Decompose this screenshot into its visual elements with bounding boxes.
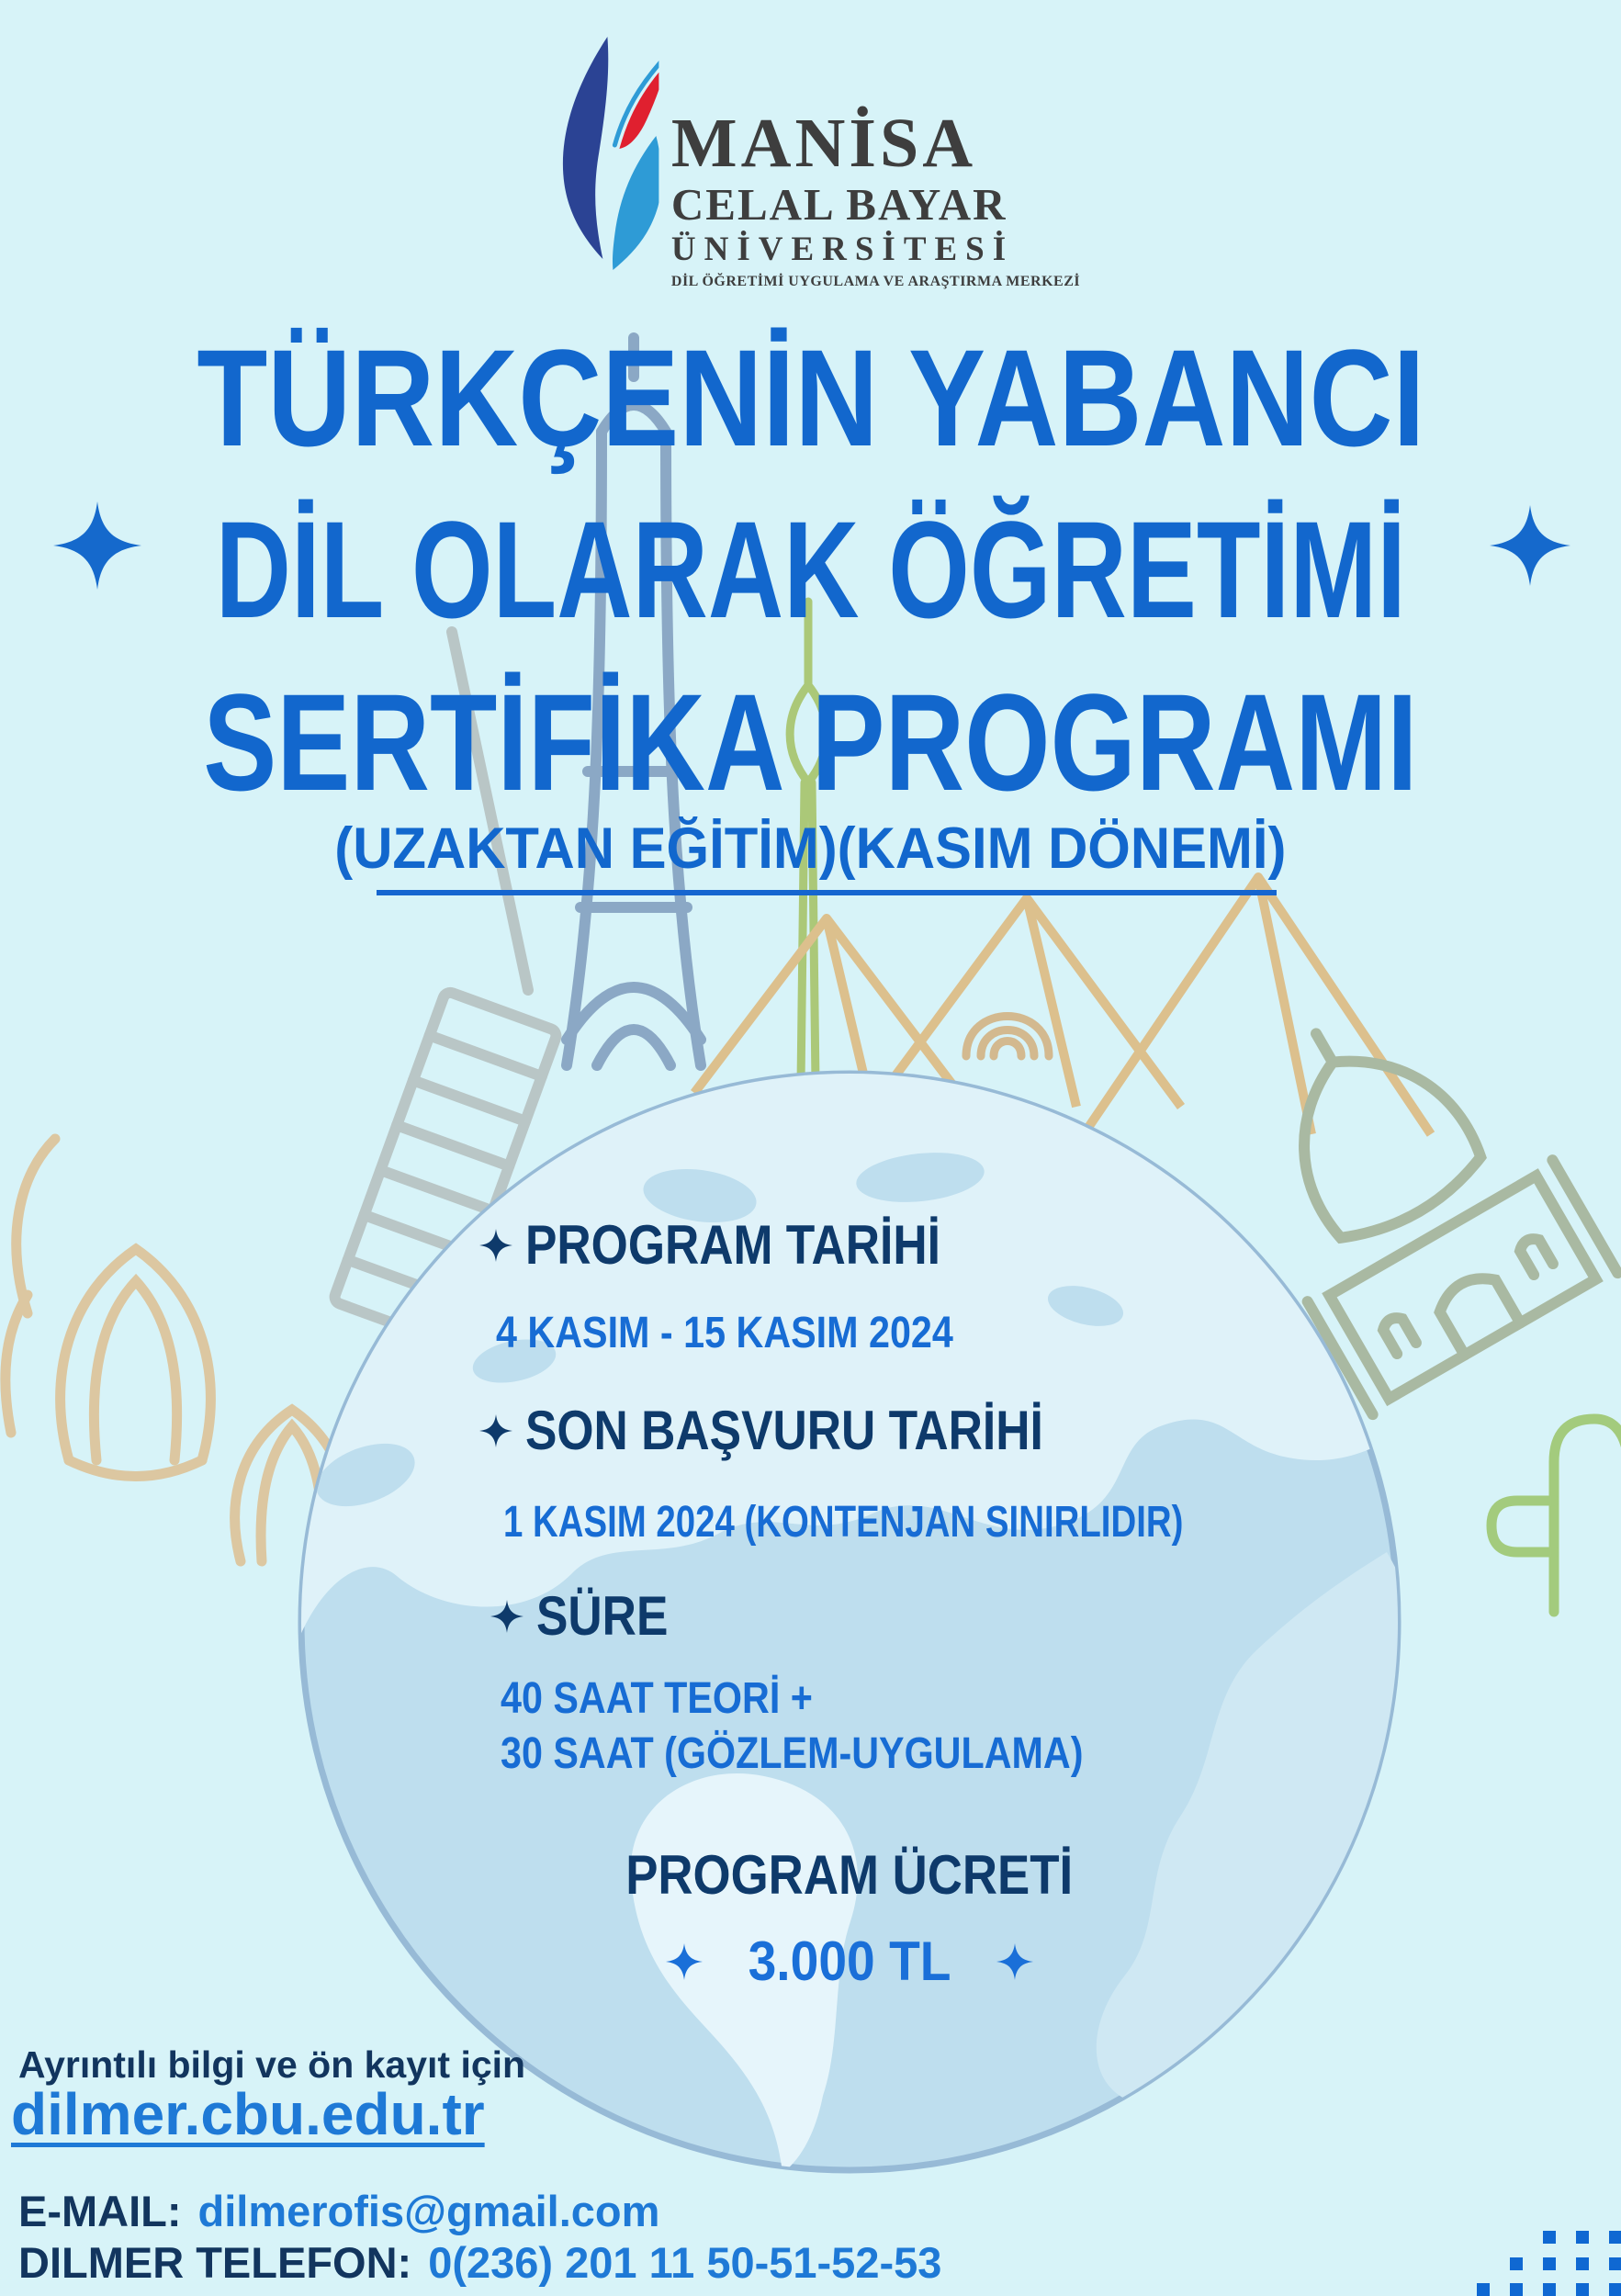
section-program-date [479, 1214, 1008, 1276]
price-value: 3.000 TL [748, 1930, 951, 1992]
section-deadline [479, 1400, 1128, 1461]
sparkle-icon [996, 1943, 1033, 1980]
dot [1576, 2283, 1589, 2296]
dot [1510, 2257, 1523, 2270]
dot [1576, 2231, 1589, 2244]
section-heading: PROGRAM TARİHİ [525, 1214, 940, 1276]
dot [1543, 2283, 1556, 2296]
title-line-3: SERTİFİKA PROGRAMI [203, 665, 1418, 819]
price-heading: PROGRAM ÜCRETİ [625, 1844, 1074, 1906]
dot [1510, 2283, 1523, 2296]
section-duration [490, 1585, 690, 1647]
email-link[interactable]: dilmerofis@gmail.com [197, 2187, 660, 2235]
phone-label: DILMER TELEFON: [18, 2238, 412, 2287]
sparkle-icon [479, 1229, 512, 1262]
price-row [0, 1930, 1621, 1992]
university-logo [541, 28, 1080, 289]
phone-number[interactable]: 0(236) 201 11 50-51-52-53 [428, 2238, 942, 2287]
logo-university-name: CELAL BAYAR [670, 179, 1007, 230]
email-label: E-MAIL: [18, 2187, 182, 2235]
dot [1543, 2231, 1556, 2244]
dot [1609, 2283, 1621, 2296]
duration-value-line-1: 40 SAAT TEORİ + [501, 1674, 813, 1723]
deadline-value: 1 KASIM 2024 (KONTENJAN SINIRLIDIR) [503, 1498, 1184, 1547]
dot [1609, 2257, 1621, 2270]
sparkle-icon [1490, 505, 1570, 586]
sparkle-icon [666, 1943, 703, 1980]
phone-row [18, 2238, 942, 2287]
duration-value-line-2: 30 SAAT (GÖZLEM-UYGULAMA) [501, 1729, 1084, 1778]
dot [1609, 2231, 1621, 2244]
tulip-flame-icon [541, 28, 659, 277]
dot [1576, 2257, 1589, 2270]
lotus-flower-icon [6, 1139, 348, 1561]
logo-university-word: ÜNİVERSİTESİ [670, 231, 1015, 268]
program-date-value: 4 KASIM - 15 KASIM 2024 [496, 1309, 953, 1357]
dot [1477, 2283, 1490, 2296]
section-heading: SÜRE [536, 1585, 669, 1647]
footer-info-text: Ayrıntılı bilgi ve ön kayıt için [18, 2043, 526, 2086]
email-row [18, 2189, 659, 2233]
sparkle-icon [479, 1414, 512, 1447]
shell-arches-icon [966, 1017, 1049, 1057]
sparkle-icon [490, 1600, 523, 1633]
logo-university-city: MANİSA [670, 105, 977, 182]
title-line-1: TÜRKÇENİN YABANCI [196, 321, 1425, 475]
title-subtitle: (UZAKTAN EĞİTİM)(KASIM DÖNEMİ) [334, 816, 1287, 881]
section-heading: SON BAŞVURU TARİHİ [525, 1400, 1043, 1461]
cactus-icon [1492, 1419, 1621, 1612]
website-link[interactable]: dilmer.cbu.edu.tr [11, 2081, 485, 2147]
logo-center-name: DİL ÖĞRETİMİ UYGULAMA VE ARAŞTIRMA MERKEZİ [670, 274, 1081, 289]
sparkle-icon [53, 501, 141, 590]
title-divider [377, 890, 1277, 895]
title-line-2: DİL OLARAK ÖĞRETİMİ [215, 492, 1406, 647]
dot [1543, 2257, 1556, 2270]
